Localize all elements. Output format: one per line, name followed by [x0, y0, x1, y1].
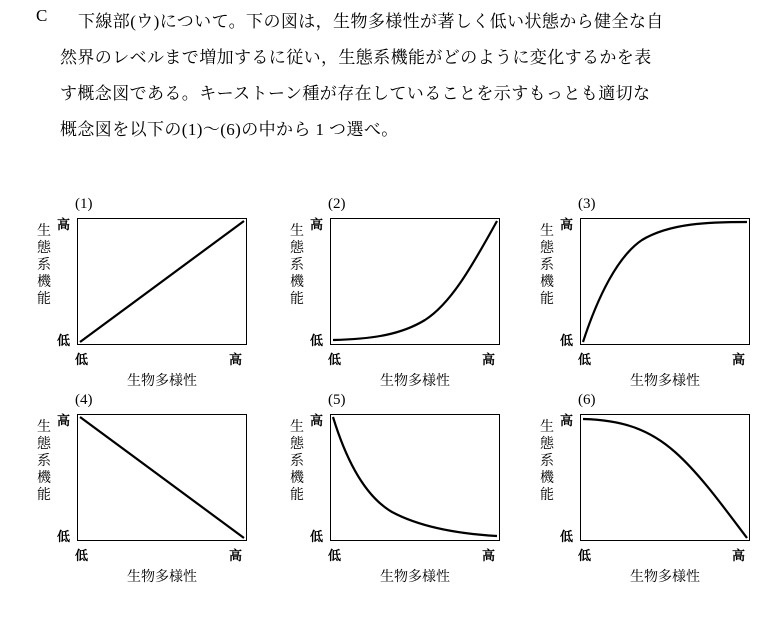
chart-curve-1 — [77, 218, 247, 345]
chart-2 — [290, 217, 500, 388]
choice-label: (5) — [328, 392, 346, 408]
y-axis-title — [538, 418, 556, 503]
y-axis-high-label: 高 — [57, 413, 71, 428]
y-axis-title-char: 系 — [37, 452, 51, 468]
choice-label: (6) — [578, 392, 596, 408]
question-line: 概念図を以下の(1)～(6)の中から 1 つ選べ。 — [60, 120, 399, 139]
choice-panel-3[interactable] — [535, 196, 777, 396]
y-axis-low-label: 低 — [57, 333, 71, 348]
y-axis-title-char: 能 — [290, 486, 304, 502]
y-axis-title-char: 機 — [290, 273, 304, 289]
y-axis-title-char: 系 — [540, 452, 554, 468]
y-axis-title-char: 機 — [540, 469, 554, 485]
y-axis-high-label: 高 — [57, 217, 71, 232]
choice-label: (3) — [578, 196, 596, 212]
choice-label: (2) — [328, 196, 346, 212]
y-axis-title-char: 能 — [540, 486, 554, 502]
x-axis-high-label: 高 — [229, 352, 243, 367]
y-axis-title-char: 系 — [37, 256, 51, 272]
y-axis-high-label: 高 — [560, 217, 574, 232]
y-axis-title-char: 能 — [540, 290, 554, 306]
x-axis-high-label: 高 — [229, 548, 243, 563]
x-axis-high-label: 高 — [482, 548, 496, 563]
x-axis-title: 生物多様性 — [380, 568, 450, 584]
question-marker: C — [36, 6, 48, 25]
y-axis-title — [538, 222, 556, 307]
chart-3 — [540, 217, 750, 388]
y-axis-title-char: 生 — [290, 418, 304, 434]
chart-1 — [37, 217, 247, 388]
y-axis-title-char: 系 — [290, 256, 304, 272]
y-axis-title-char: 機 — [37, 273, 51, 289]
y-axis-title-char: 生 — [540, 418, 554, 434]
choice-panel-6[interactable] — [535, 392, 777, 592]
chart-curve-5 — [330, 414, 500, 541]
y-axis-title-char: 生 — [540, 222, 554, 238]
y-axis-title-char: 能 — [37, 290, 51, 306]
question-line: 下線部(ウ)について。下の図は，生物多様性が著しく低い状態から健全な自 — [78, 12, 664, 31]
chart-4 — [37, 413, 247, 584]
y-axis-title-char: 系 — [540, 256, 554, 272]
y-axis-title — [35, 418, 53, 503]
answer-choice-figures — [0, 196, 777, 616]
y-axis-title-char: 生 — [37, 418, 51, 434]
y-axis-title-char: 能 — [290, 290, 304, 306]
y-axis-high-label: 高 — [560, 413, 574, 428]
x-axis-low-label: 低 — [328, 352, 342, 367]
y-axis-low-label: 低 — [310, 333, 324, 348]
x-axis-title: 生物多様性 — [380, 372, 450, 388]
x-axis-title: 生物多様性 — [127, 372, 197, 388]
y-axis-low-label: 低 — [57, 529, 71, 544]
chart-6 — [540, 413, 750, 584]
x-axis-high-label: 高 — [732, 352, 746, 367]
question-text — [60, 4, 750, 148]
y-axis-title-char: 系 — [290, 452, 304, 468]
chart-curve-2 — [330, 218, 500, 345]
choice-panel-5[interactable] — [285, 392, 528, 592]
choice-label: (4) — [75, 392, 93, 408]
y-axis-title-char: 態 — [540, 239, 554, 255]
chart-curve-3 — [580, 218, 750, 345]
y-axis-high-label: 高 — [310, 217, 324, 232]
chart-5 — [290, 413, 500, 584]
y-axis-title-char: 態 — [540, 435, 554, 451]
y-axis-low-label: 低 — [560, 333, 574, 348]
x-axis-low-label: 低 — [578, 548, 592, 563]
x-axis-title: 生物多様性 — [127, 568, 197, 584]
x-axis-low-label: 低 — [328, 548, 342, 563]
x-axis-low-label: 低 — [75, 548, 89, 563]
y-axis-title — [288, 418, 306, 503]
y-axis-title-char: 態 — [37, 239, 51, 255]
question-line: 然界のレベルまで増加するに従い，生態系機能がどのように変化するかを表 — [60, 48, 652, 67]
choice-panel-4[interactable] — [32, 392, 275, 592]
x-axis-high-label: 高 — [732, 548, 746, 563]
y-axis-title-char: 機 — [37, 469, 51, 485]
question-line: す概念図である。キーストーン種が存在していることを示すもっとも適切な — [60, 84, 651, 103]
y-axis-low-label: 低 — [560, 529, 574, 544]
choice-label: (1) — [75, 196, 93, 212]
x-axis-title: 生物多様性 — [630, 372, 700, 388]
x-axis-low-label: 低 — [75, 352, 89, 367]
y-axis-title — [288, 222, 306, 307]
y-axis-title-char: 生 — [290, 222, 304, 238]
y-axis-title-char: 態 — [290, 239, 304, 255]
chart-curve-4 — [77, 414, 247, 541]
y-axis-title-char: 生 — [37, 222, 51, 238]
y-axis-title-char: 機 — [290, 469, 304, 485]
y-axis-title-char: 態 — [290, 435, 304, 451]
x-axis-low-label: 低 — [578, 352, 592, 367]
y-axis-title — [35, 222, 53, 307]
choice-panel-2[interactable] — [285, 196, 528, 396]
y-axis-title-char: 能 — [37, 486, 51, 502]
y-axis-low-label: 低 — [310, 529, 324, 544]
choice-panel-1[interactable] — [32, 196, 275, 396]
y-axis-title-char: 態 — [37, 435, 51, 451]
chart-curve-6 — [580, 414, 750, 541]
y-axis-title-char: 機 — [540, 273, 554, 289]
y-axis-high-label: 高 — [310, 413, 324, 428]
x-axis-high-label: 高 — [482, 352, 496, 367]
x-axis-title: 生物多様性 — [630, 568, 700, 584]
